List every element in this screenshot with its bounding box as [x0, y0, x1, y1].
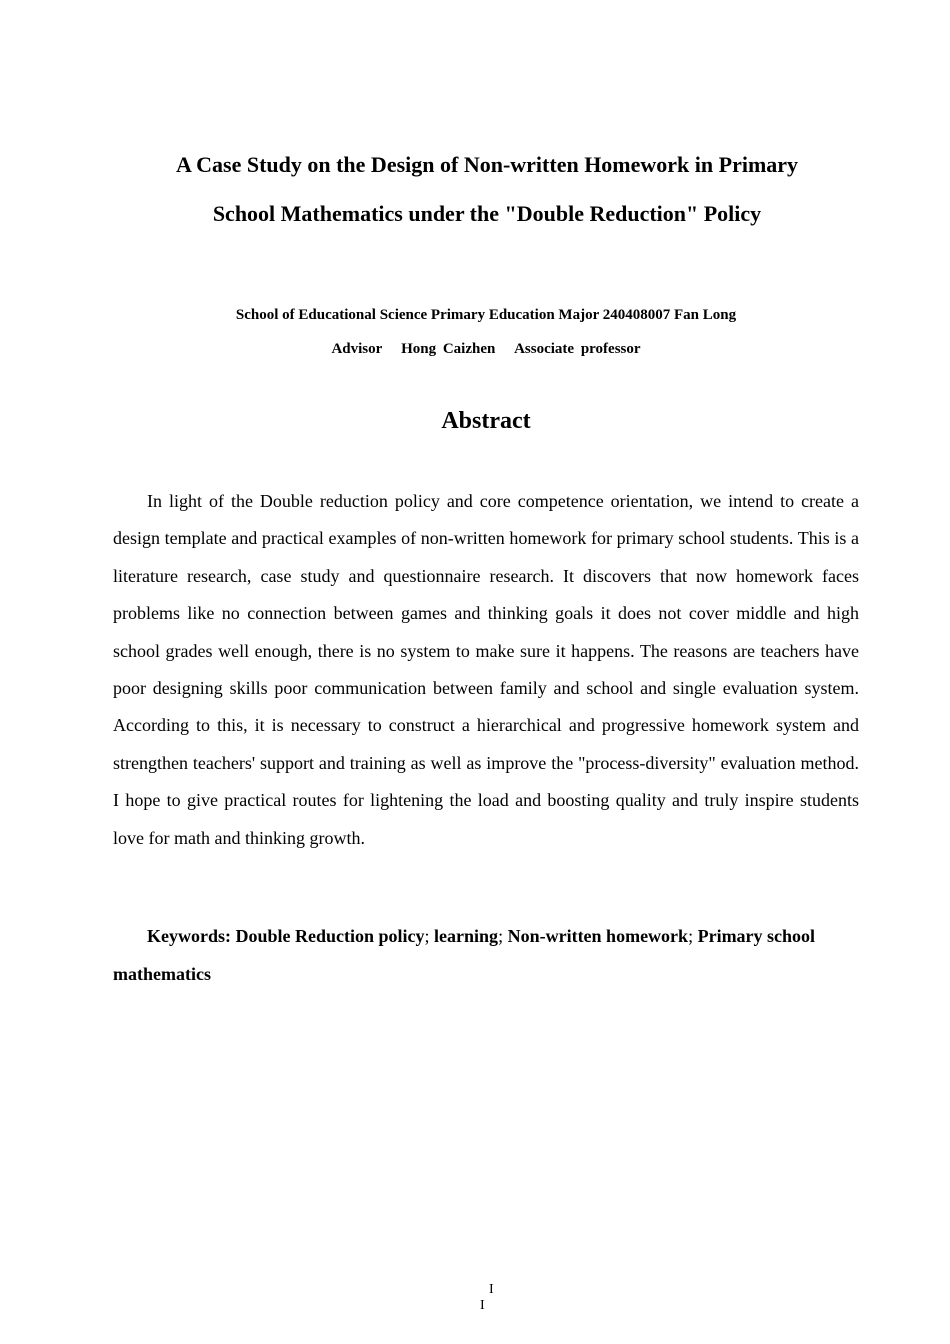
- keyword-item: Primary school mathematics: [113, 926, 816, 984]
- keyword-separator: ;: [688, 926, 694, 946]
- advisor-name: Hong Caizhen: [401, 341, 496, 357]
- paper-title-line-2: School Mathematics under the "Double Reduction" Policy: [212, 201, 762, 226]
- page-number: I: [489, 1282, 494, 1297]
- keywords: [113, 917, 859, 993]
- advisor-line: [110, 341, 862, 358]
- paper-title-line-1: A Case Study on the Design of Non-written Homework in Primary: [175, 152, 799, 177]
- keyword-item: Non-written homework: [507, 926, 689, 946]
- keyword-item: Double Reduction policy: [235, 926, 425, 946]
- abstract-body: In light of the Double reduction policy and core competence orientation, we intend to create a design template and practical examples of non-written homework for primary school students. This is a literature research, case study and questionnaire research. It discovers that now homework faces problems like no connection between games and thinking goals it does not cover middle and high school grades well enough, there is no system to make sure it happens. The reasons are teachers have poor designing skills poor communication between family and school and single evaluation system. According to this, it is necessary to construct a hierarchical and progressive homework system and strengthen teachers' support and training as well as improve the "process-diversity" evaluation method. I hope to give practical routes for lightening the load and boosting quality and truly inspire students love for math and thinking growth.: [113, 491, 859, 848]
- advisor-title: Associate professor: [514, 341, 641, 357]
- page-number: I: [480, 1298, 485, 1313]
- keyword-separator: ;: [498, 926, 504, 946]
- advisor-label: Advisor: [331, 341, 383, 357]
- keyword-item: learning: [434, 926, 499, 946]
- keywords-label: Keywords:: [147, 926, 231, 946]
- author-affiliation: School of Educational Science Primary Education Major 240408007 Fan Long: [235, 307, 737, 323]
- abstract-heading: Abstract: [441, 408, 531, 434]
- keyword-separator: ;: [424, 926, 430, 946]
